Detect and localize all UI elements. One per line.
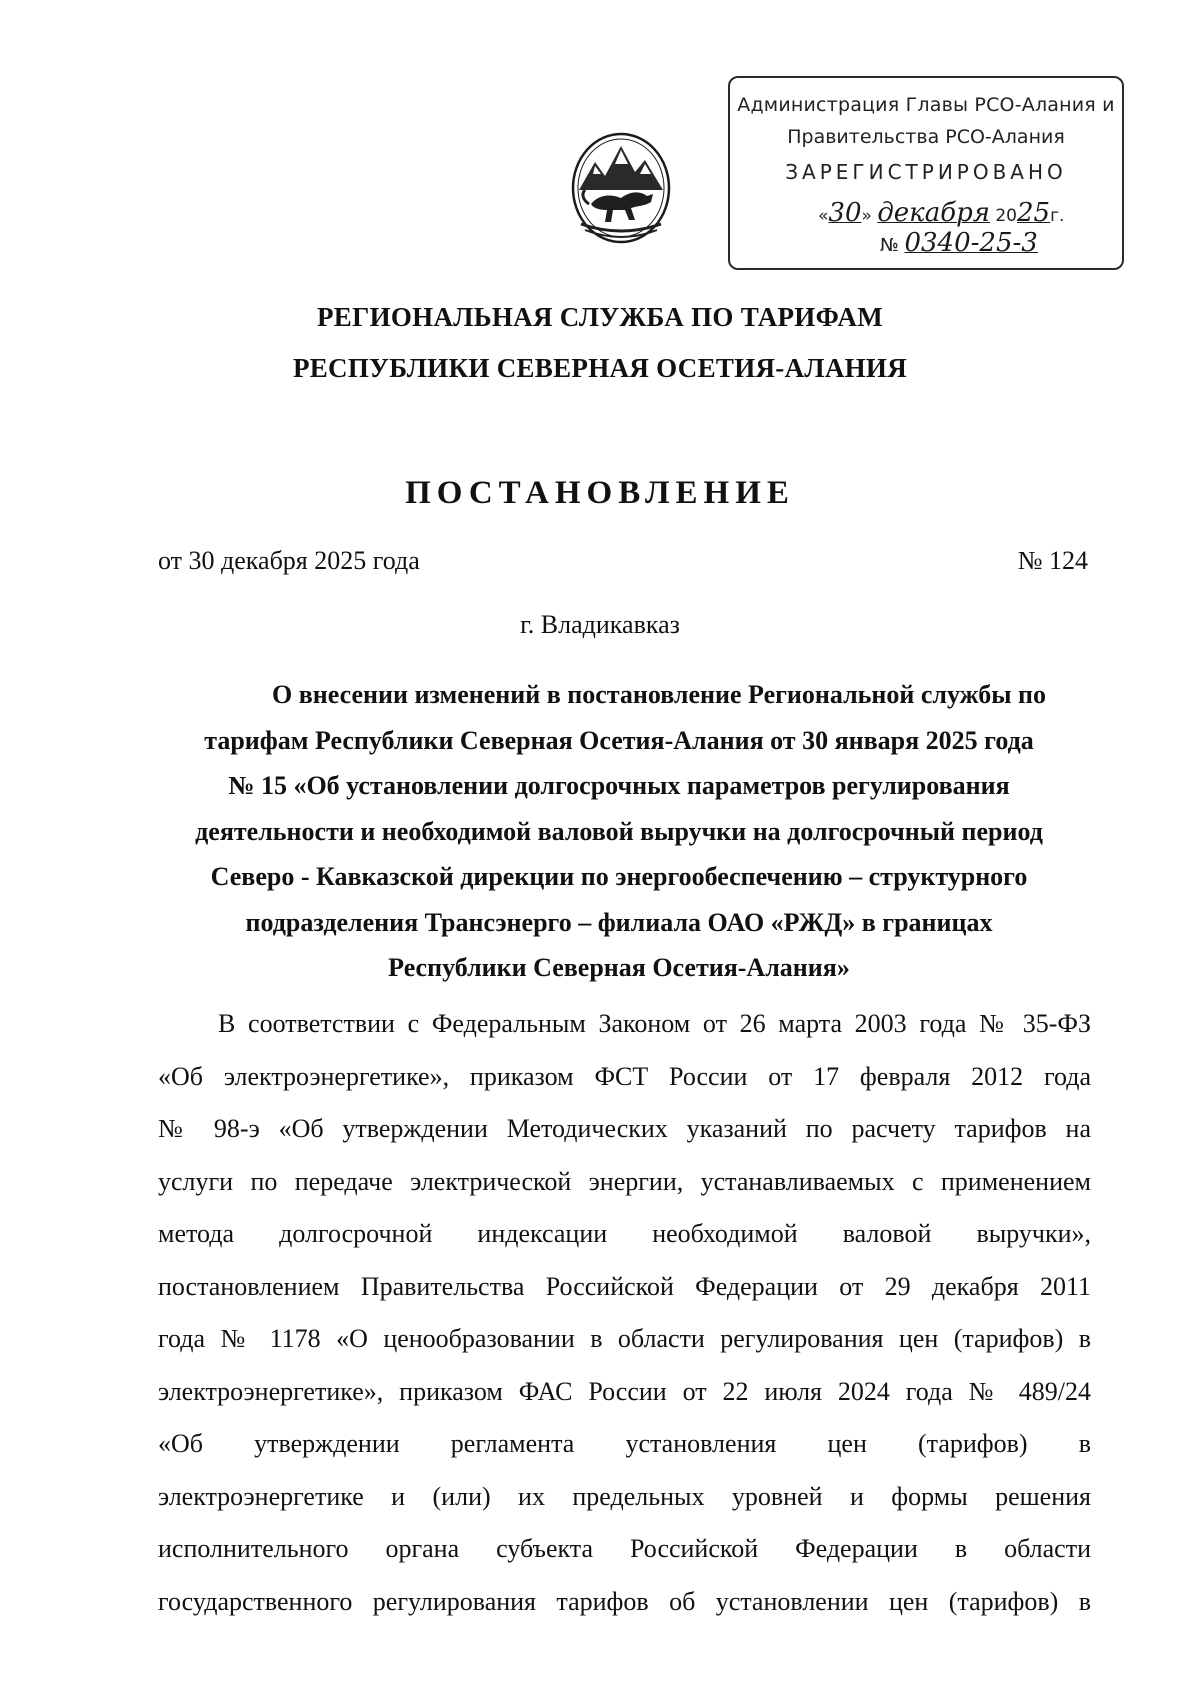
stamp-date-day: 30 bbox=[828, 198, 862, 228]
document-type: ПОСТАНОВЛЕНИЕ bbox=[405, 475, 795, 511]
body-line: электроэнергетике», приказом ФАС России от 22 июля 2024 года № 489/24 bbox=[158, 1376, 1091, 1406]
body-line: «Об утверждении регламента установления цен (тарифов) в bbox=[158, 1429, 1091, 1458]
stamp-date-month: декабря bbox=[877, 198, 990, 228]
stamp-date bbox=[818, 198, 1064, 228]
body-line: электроэнергетике и (или) их предельных уровней и формы решения bbox=[158, 1481, 1091, 1511]
document-date: от 30 декабря 2025 года bbox=[158, 546, 420, 575]
stamp-date-close-quote: » bbox=[861, 206, 872, 226]
stamp-registered-label: ЗАРЕГИСТРИРОВАНО bbox=[785, 160, 1067, 184]
body-line: «Об электроэнергетике», приказом ФСТ России от 17 февраля 2012 года bbox=[158, 1061, 1091, 1091]
title-line: Республики Северная Осетия-Алания» bbox=[388, 953, 850, 982]
title-line: подразделения Трансэнерго – филиала ОАО «РЖД» в границах bbox=[245, 907, 993, 937]
body-line: В соответствии с Федеральным Законом от 26 марта 2003 года № 35-ФЗ bbox=[218, 1009, 1091, 1038]
stamp-date-year-prefix: 20 bbox=[995, 206, 1017, 226]
document-title bbox=[150, 672, 1088, 991]
stamp-org-line1: Администрация Главы РСО-Алания и bbox=[737, 94, 1115, 116]
title-line: Северо - Кавказской дирекции по энергообеспечению – структурного bbox=[210, 862, 1028, 891]
stamp-date-year-unit: г. bbox=[1050, 206, 1065, 226]
title-line: тарифам Республики Северная Осетия-Алания от 30 января 2025 года bbox=[204, 725, 1034, 755]
document-body bbox=[158, 998, 1091, 1628]
body-line: года № 1178 «О ценообразовании в области регулирования цен (тарифов) в bbox=[158, 1324, 1091, 1353]
registration-stamp bbox=[728, 76, 1124, 270]
body-line: № 98-э «Об утверждении Методических указаний по расчету тарифов на bbox=[158, 1114, 1091, 1143]
body-line: постановлением Правительства Российской Федерации от 29 декабря 2011 bbox=[158, 1271, 1091, 1301]
document-city: г. Владикавказ bbox=[520, 610, 680, 639]
title-line: О внесении изменений в постановление Региональной службы по bbox=[272, 680, 1046, 709]
body-line: исполнительного органа субъекта Российской Федерации в области bbox=[158, 1534, 1091, 1563]
title-line: деятельности и необходимой валовой выручки на долгосрочный период bbox=[195, 816, 1043, 846]
stamp-org-line2: Правительства РСО-Алания bbox=[787, 126, 1065, 148]
stamp-date-open-quote: « bbox=[818, 206, 829, 226]
org-name-line1: РЕГИОНАЛЬНАЯ СЛУЖБА ПО ТАРИФАМ bbox=[317, 302, 883, 332]
stamp-date-year-suffix: 25 bbox=[1016, 198, 1051, 228]
org-name-line2: РЕСПУБЛИКИ СЕВЕРНАЯ ОСЕТИЯ-АЛАНИЯ bbox=[292, 353, 908, 383]
stamp-number bbox=[880, 228, 1038, 258]
title-line: № 15 «Об установлении долгосрочных параметров регулирования bbox=[228, 771, 1010, 800]
body-line: услуги по передаче электрической энергии, устанавливаемых с применением bbox=[158, 1166, 1091, 1196]
body-line: государственного регулирования тарифов об установлении цен (тарифов) в bbox=[158, 1586, 1091, 1616]
stamp-number-prefix: № bbox=[880, 235, 899, 256]
document-number: № 124 bbox=[1017, 546, 1088, 575]
body-line: метода долгосрочной индексации необходимой валовой выручки», bbox=[158, 1219, 1091, 1248]
stamp-number-value: 0340-25-3 bbox=[904, 228, 1038, 258]
coat-of-arms-icon bbox=[565, 128, 677, 248]
